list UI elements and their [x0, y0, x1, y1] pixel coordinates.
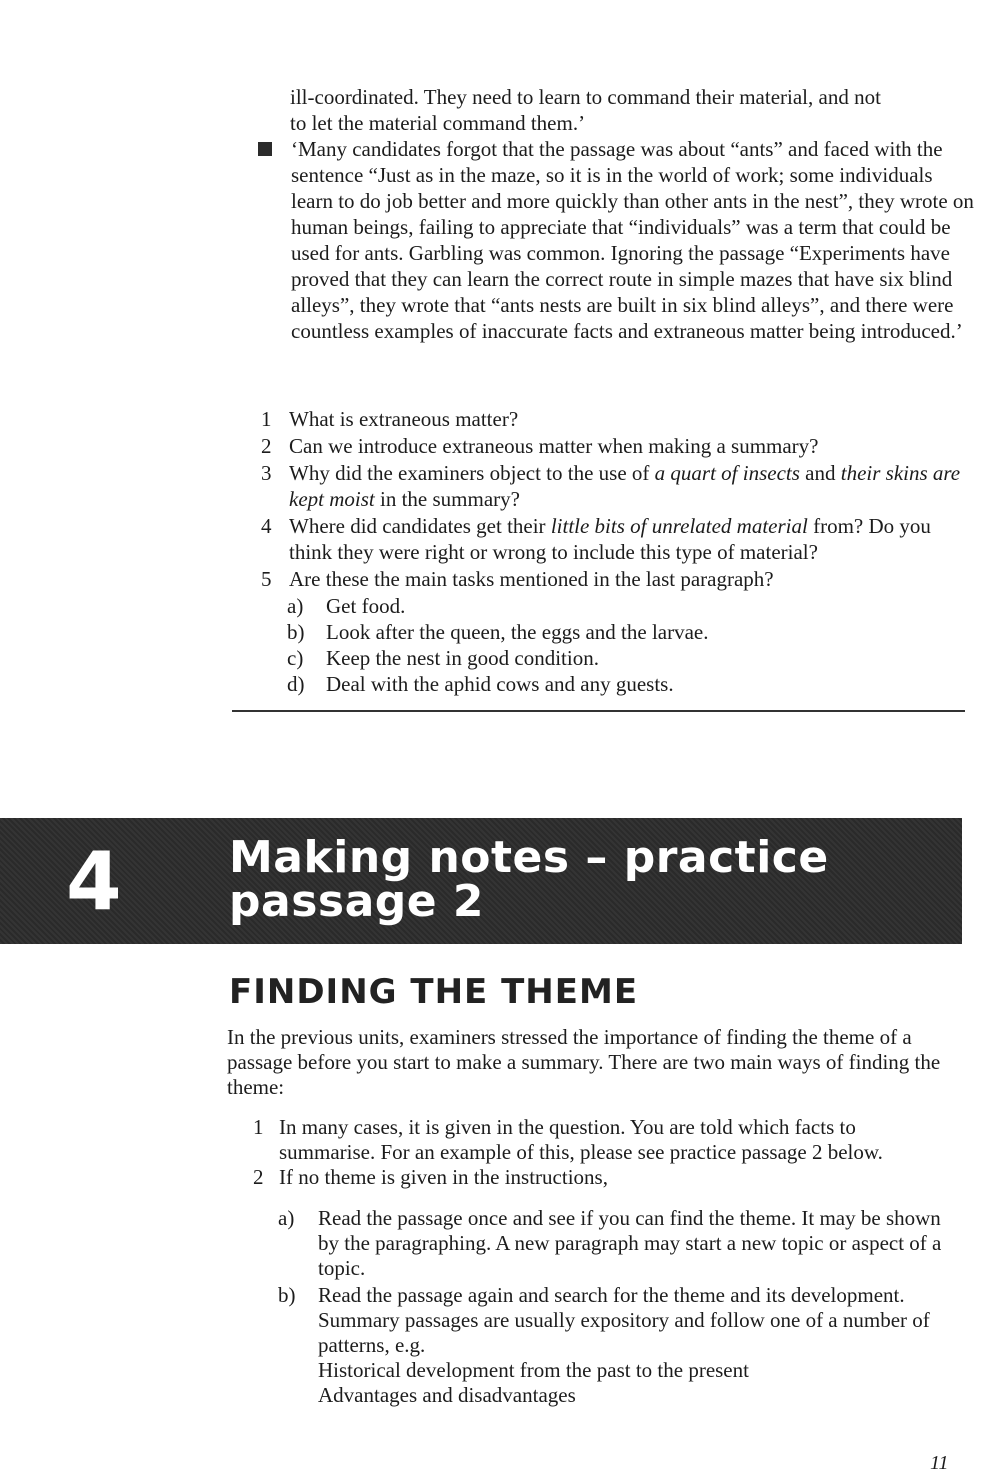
theme-step-item: [278, 1206, 948, 1281]
theme-step-text: Read the passage once and see if you can find the theme. It may be shown by the paragraphing. A new paragraph may start a new topic or aspect of a topic.: [318, 1206, 942, 1280]
question-item: [258, 406, 978, 432]
task-letter: d): [287, 672, 305, 696]
theme-step-text: Read the passage again and search for the theme and its development. Summary passages are usually expository and follow one of a number of patterns, e.g.: [318, 1283, 930, 1357]
task-item: [258, 671, 978, 697]
theme-way-text: In many cases, it is given in the question. You are told which facts to summarise. For an example of this, please see practice passage 2 below.: [279, 1115, 883, 1164]
task-letter: a): [287, 594, 304, 618]
pattern-advantages: Advantages and disadvantages: [318, 1383, 576, 1407]
unit-title-line-2: passage 2: [229, 876, 485, 927]
question-text-post: from? Do you think they were right or wrong to include this type of material?: [289, 514, 931, 564]
question-text-pre: Why did the examiners object to the use of: [289, 461, 655, 485]
theme-step-letter: a): [278, 1206, 295, 1230]
task-letter: c): [287, 646, 304, 670]
question-item: [258, 460, 978, 512]
task-text: Look after the queen, the eggs and the larvae.: [326, 620, 709, 644]
task-text: Keep the nest in good condition.: [326, 646, 599, 670]
question-number: 1: [261, 407, 272, 431]
question-number: 2: [261, 434, 272, 458]
continuation-line-2: to let the material command them.’: [290, 111, 586, 135]
task-item: [258, 645, 978, 671]
section-heading: FINDING THE THEME: [229, 972, 639, 1012]
pattern-historical: Historical development from the past to the present: [318, 1358, 749, 1382]
question-text: What is extraneous matter?: [289, 407, 519, 431]
page-number: 11: [930, 1452, 949, 1474]
question-number: 5: [261, 567, 272, 591]
bullet-quote-text: ‘Many candidates forgot that the passage was about “ants” and faced with the sentence “Just as in the maze, so it is in the world of work; some individuals learn to do job better and more quickly than other ants in the nest”, they wrote on human beings, failing to appreciate that “individuals” was a term that could be used for ants. Garbling was common. Ignoring the passage “Experiments have proved that they can learn the correct route in simple mazes that have six blind alleys”, they wrote that “ants nests are built in six blind alleys”, and there were countless examples of inaccurate facts and extraneous matter being introduced.’: [291, 137, 974, 343]
question-item: [258, 513, 978, 565]
theme-steps-list: [278, 1206, 948, 1410]
question-text: Can we introduce extraneous matter when making a summary?: [289, 434, 819, 458]
question-text-post: in the summary?: [374, 487, 520, 511]
theme-ways-list: [248, 1115, 948, 1190]
task-letter: b): [287, 620, 305, 644]
theme-step-item: [278, 1283, 948, 1408]
question-emphasis: their skins are kept moist: [289, 461, 961, 511]
unit-title: [229, 832, 829, 927]
question-emphasis: a quart of insects: [654, 461, 800, 485]
task-item: [258, 619, 978, 645]
bullet-quote-block: [258, 136, 978, 344]
question-list: [258, 406, 978, 697]
intro-paragraph: In the previous units, examiners stressed the importance of finding the theme of a passage before you start to make a summary. There are two main ways of finding the theme:: [227, 1025, 941, 1099]
question-text: Are these the main tasks mentioned in the last paragraph?: [289, 567, 774, 591]
theme-way-number: 2: [253, 1165, 264, 1189]
question-number: 4: [261, 514, 272, 538]
unit-number: 4: [66, 835, 122, 928]
theme-way-item: [248, 1115, 948, 1165]
square-bullet-icon: [258, 142, 272, 156]
theme-way-number: 1: [253, 1115, 264, 1139]
section-divider: [232, 710, 965, 712]
task-item: [258, 593, 978, 619]
unit-title-line-1: Making notes – practice: [229, 832, 829, 883]
continuation-line-1: ill-coordinated. They need to learn to command their material, and not: [290, 85, 881, 109]
theme-way-item: [248, 1165, 948, 1190]
question-text-pre: Where did candidates get their: [289, 514, 551, 538]
continuation-text: [290, 84, 980, 136]
theme-way-text: If no theme is given in the instructions,: [279, 1165, 608, 1189]
unit-banner: [0, 818, 962, 944]
task-text: Get food.: [326, 594, 406, 618]
question-item: [258, 566, 978, 592]
question-number: 3: [261, 461, 272, 485]
question-emphasis: little bits of unrelated material: [550, 514, 808, 538]
theme-step-letter: b): [278, 1283, 296, 1307]
question-text-mid: and: [799, 461, 841, 485]
task-text: Deal with the aphid cows and any guests.: [326, 672, 674, 696]
question-item: [258, 433, 978, 459]
